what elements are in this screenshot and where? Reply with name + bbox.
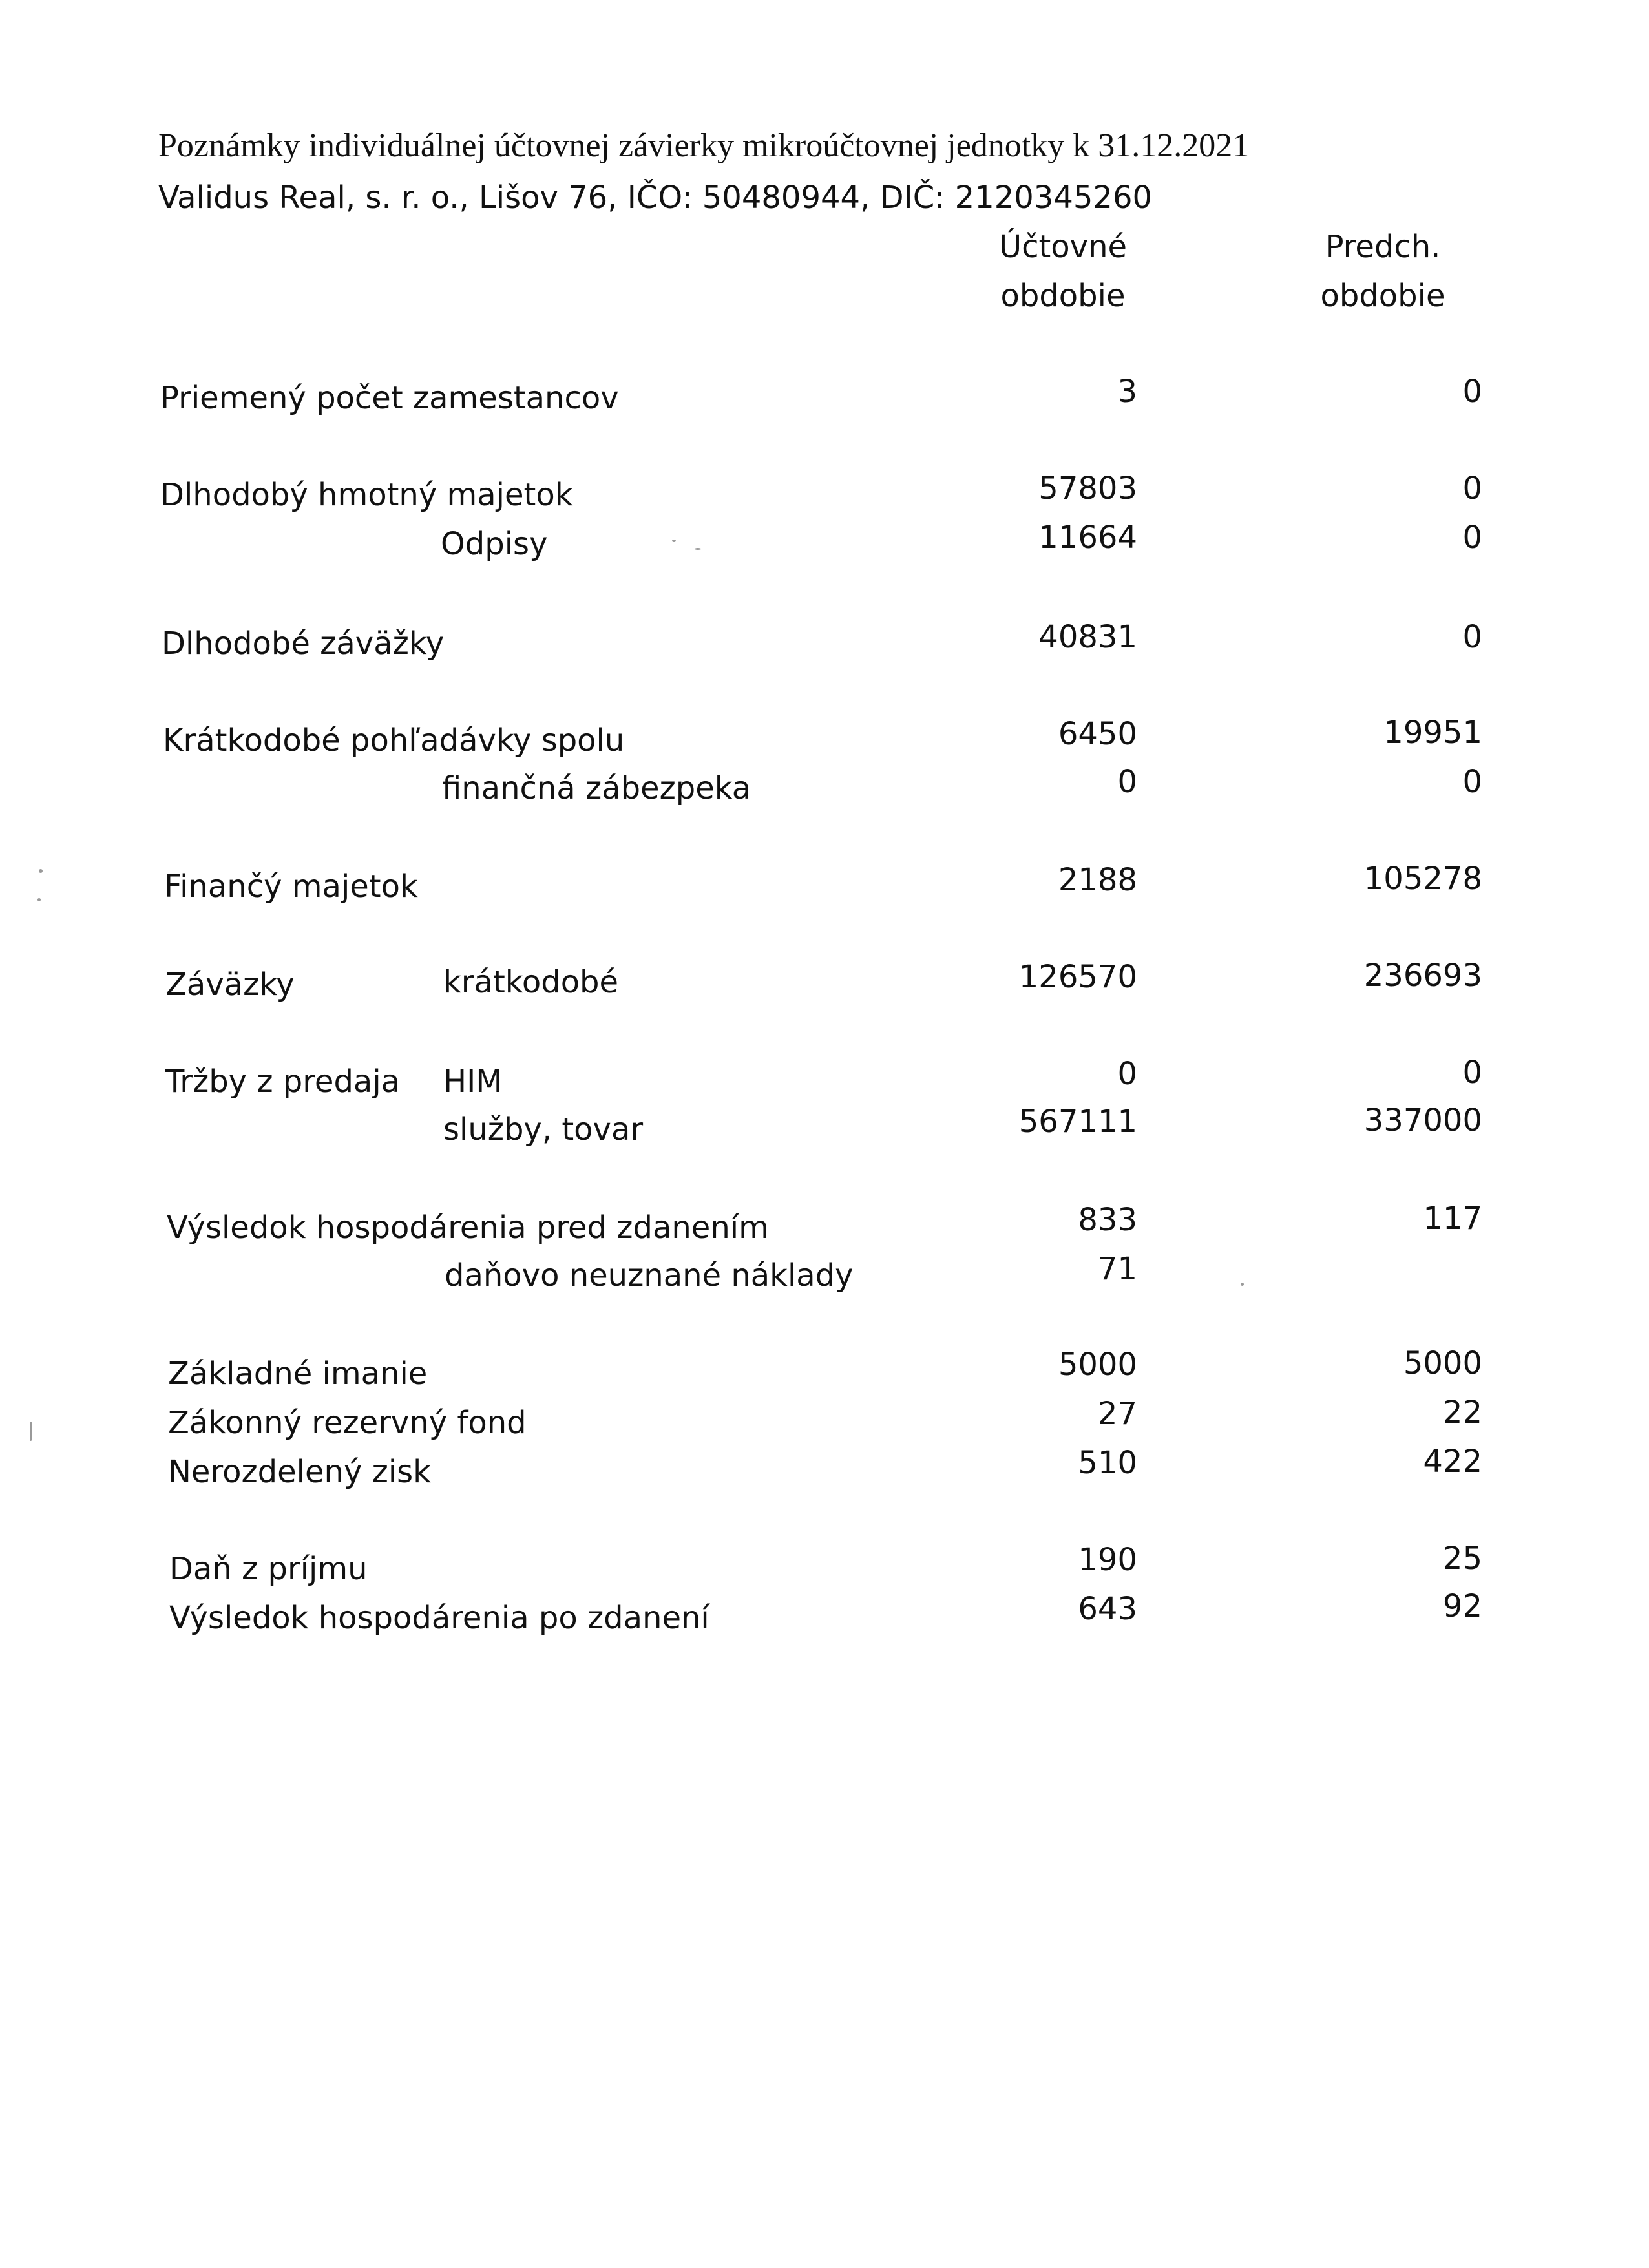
row-label: Daň z príjmu — [169, 1551, 368, 1587]
row-label: Odpisy — [441, 526, 548, 562]
column-current-line1: Účtovné — [998, 229, 1128, 265]
row-current-value: 0 — [1117, 764, 1137, 800]
row-previous-value: 0 — [1462, 373, 1482, 410]
row-current-value: 3 — [1117, 373, 1137, 410]
row-current-value: 833 — [1078, 1202, 1137, 1238]
row-label: Základné imanie — [168, 1356, 428, 1392]
row-current-value: 11664 — [1038, 520, 1137, 556]
column-previous-line1: Predch. — [1325, 229, 1441, 265]
row-label: Priemený počet zamestancov — [160, 380, 619, 416]
row-previous-value: 5000 — [1403, 1345, 1482, 1381]
row-label: Finančý majetok — [164, 868, 418, 905]
row-label: Krátkodobé pohľadávky spolu — [163, 722, 625, 759]
row-sublabel: krátkodobé — [443, 964, 619, 1000]
row-label: Výsledok hospodárenia pred zdanením — [167, 1210, 769, 1246]
row-label: daňovo neuznané náklady — [445, 1257, 854, 1294]
row-label: Výsledok hospodárenia po zdanení — [169, 1600, 709, 1636]
row-current-value: 643 — [1078, 1591, 1137, 1627]
row-current-value: 71 — [1097, 1251, 1137, 1287]
row-label: finančná zábezpeka — [442, 770, 751, 806]
row-label: Tržby z predaja — [165, 1064, 401, 1100]
row-label: Nerozdelený zisk — [168, 1454, 431, 1490]
row-label: Zákonný rezervný fond — [168, 1405, 527, 1441]
row-current-value: 0 — [1117, 1056, 1137, 1092]
row-previous-value: 117 — [1423, 1201, 1482, 1237]
row-sublabel: HIM — [443, 1064, 503, 1100]
row-label: Dlhodobé záväžky — [162, 625, 445, 662]
row-previous-value: 236693 — [1363, 958, 1482, 994]
row-current-value: 57803 — [1038, 470, 1137, 507]
column-current-line2: obdobie — [1000, 278, 1126, 314]
row-previous-value: 19951 — [1383, 715, 1482, 751]
row-current-value: 510 — [1078, 1445, 1137, 1481]
row-previous-value: 0 — [1462, 1055, 1482, 1091]
row-current-value: 190 — [1078, 1542, 1137, 1578]
document-title: Poznámky individuálnej účtovnej závierky mikroúčtovnej jednotky k 31.12.2021 — [158, 127, 1250, 164]
row-previous-value: 105278 — [1363, 861, 1482, 897]
row-label: služby, tovar — [443, 1111, 644, 1148]
row-current-value: 567111 — [1018, 1104, 1137, 1140]
row-previous-value: 0 — [1462, 619, 1482, 655]
row-previous-value: 25 — [1442, 1540, 1482, 1577]
row-previous-value: 0 — [1462, 520, 1482, 556]
scan-speck — [695, 548, 701, 550]
row-current-value: 40831 — [1038, 619, 1137, 655]
row-previous-value: 0 — [1462, 764, 1482, 800]
row-current-value: 2188 — [1058, 862, 1137, 898]
row-current-value: 27 — [1097, 1396, 1137, 1432]
row-current-value: 5000 — [1058, 1347, 1137, 1383]
scan-speck — [37, 898, 41, 901]
row-current-value: 126570 — [1018, 959, 1137, 995]
row-current-value: 6450 — [1058, 716, 1137, 752]
scan-speck — [30, 1422, 32, 1441]
row-previous-value: 0 — [1462, 470, 1482, 507]
company-info: Validus Real, s. r. o., Lišov 76, IČO: 50480944, DIČ: 2120345260 — [158, 180, 1153, 216]
scan-speck — [672, 540, 676, 542]
scan-speck — [1241, 1283, 1244, 1286]
row-previous-value: 22 — [1442, 1394, 1482, 1431]
row-previous-value: 422 — [1423, 1444, 1482, 1480]
row-label: Záväzky — [165, 967, 295, 1003]
column-previous-line2: obdobie — [1320, 278, 1445, 314]
row-previous-value: 337000 — [1363, 1102, 1482, 1139]
row-label: Dlhodobý hmotný majetok — [160, 477, 573, 513]
scan-speck — [39, 869, 43, 873]
row-previous-value: 92 — [1442, 1588, 1482, 1624]
